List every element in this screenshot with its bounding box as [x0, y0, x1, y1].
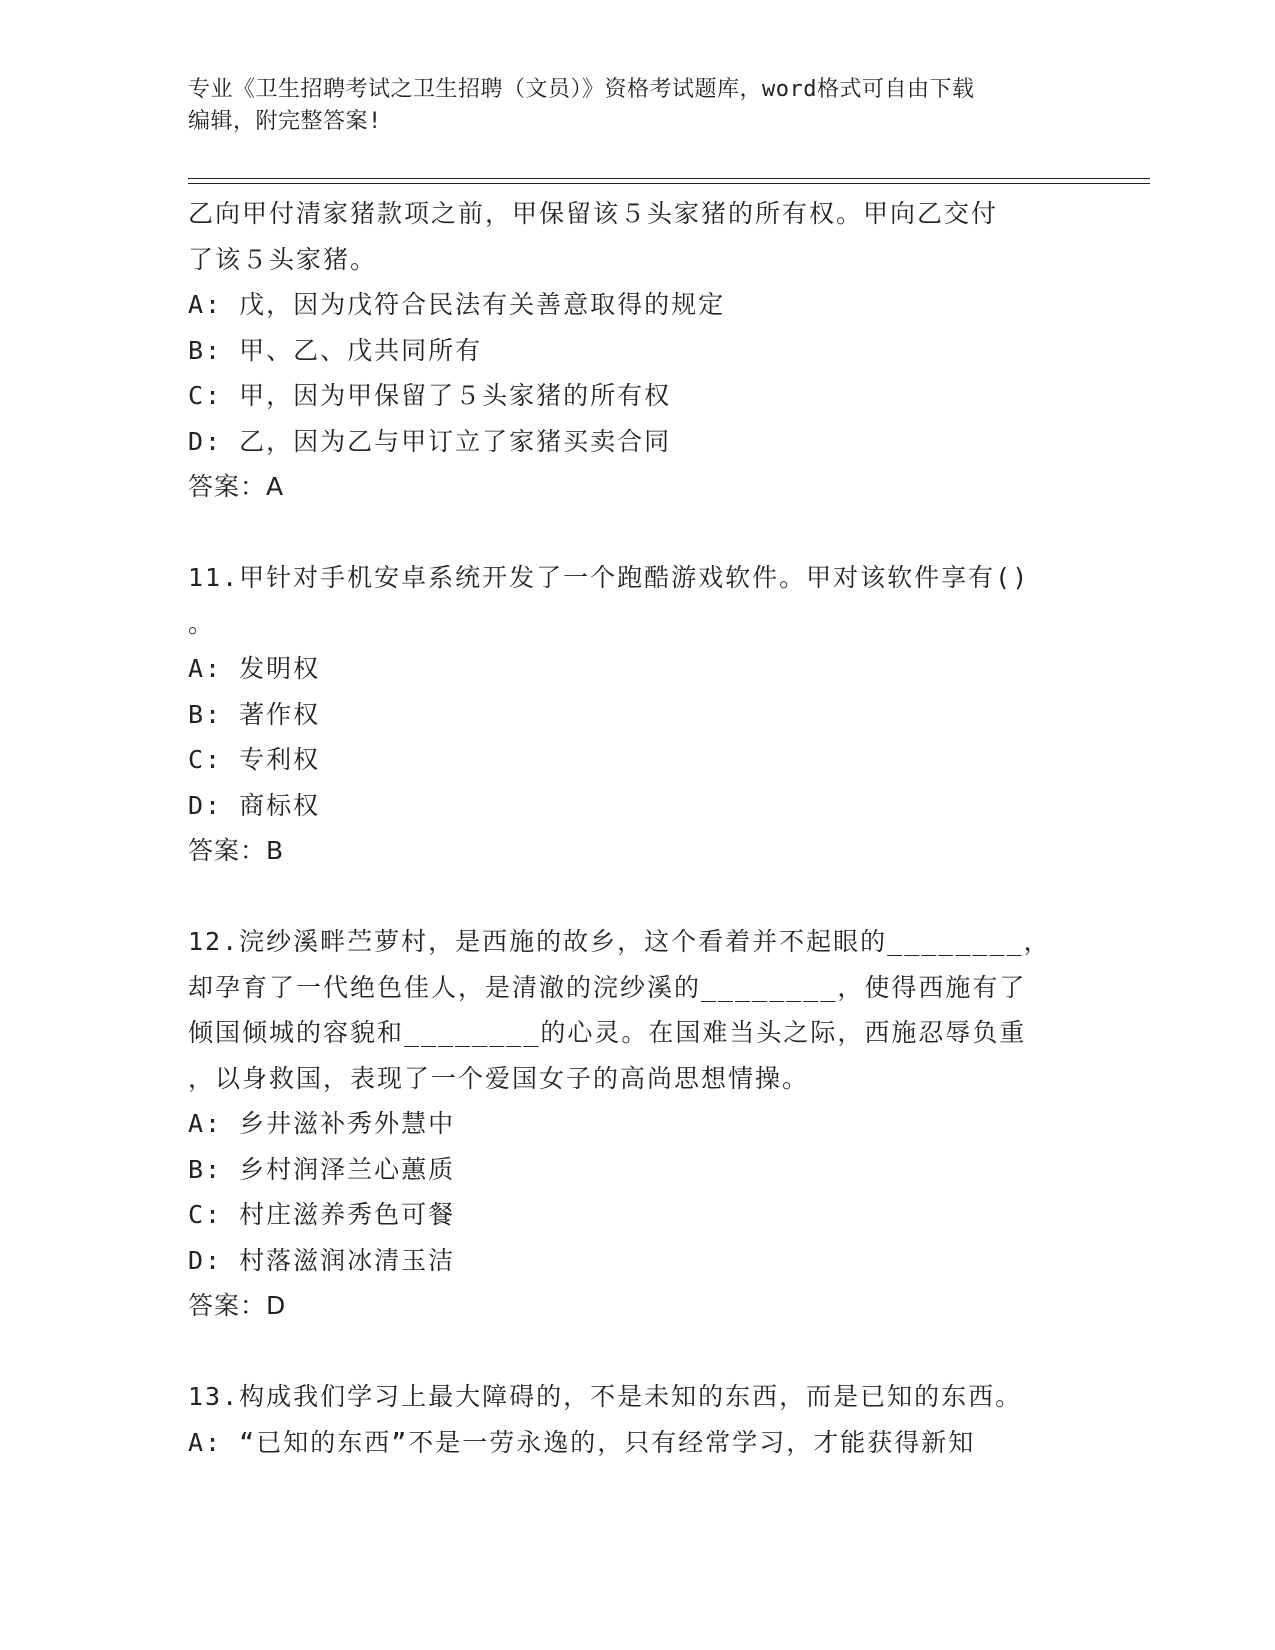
question-stem-line: 倾国倾城的容貌和________的心灵。在国难当头之际，西施忍辱负重 — [188, 1018, 1027, 1047]
option-b: B: 著作权 — [188, 699, 321, 729]
option-d: D: 乙，因为乙与甲订立了家猪买卖合同 — [188, 426, 672, 456]
option-c: C: 村庄滋养秀色可餐 — [188, 1200, 456, 1229]
question-stem-line: 。 — [188, 608, 216, 638]
document-header — [188, 74, 1068, 138]
document-body — [188, 191, 1088, 1465]
option-c: C: 专利权 — [188, 745, 321, 774]
answer-line: 答案：B — [188, 836, 285, 865]
option-c: C: 甲，因为甲保留了５头家猪的所有权 — [188, 381, 672, 410]
answer-line: 答案：D — [188, 1291, 287, 1320]
option-a: A: 戊，因为戊符合民法有关善意取得的规定 — [188, 290, 726, 319]
option-d: D: 村落滋润冰清玉洁 — [188, 1245, 456, 1275]
option-a: A: 乡井滋补秀外慧中 — [188, 1109, 456, 1138]
option-a: A: “已知的东西”不是一劳永逸的，只有经常学习，才能获得新知 — [188, 1427, 976, 1457]
question-stem-line: 乙向甲付清家猪款项之前，甲保留该５头家猪的所有权。甲向乙交付 — [188, 199, 999, 228]
header-line-2: 编辑，附完整答案! — [188, 109, 382, 134]
option-a: A: 发明权 — [188, 654, 321, 683]
option-b: B: 乡村润泽兰心蕙质 — [188, 1154, 456, 1184]
question-11 — [188, 555, 1088, 874]
question-stem-line: 12.浣纱溪畔苎萝村，是西施的故乡，这个看着并不起眼的________， — [188, 927, 1051, 956]
question-12 — [188, 919, 1088, 1329]
question-stem-line: 11.甲针对手机安卓系统开发了一个跑酷游戏软件。甲对该软件享有() — [188, 563, 1030, 592]
answer-line: 答案：A — [188, 472, 285, 501]
question-stem-line: ，以身救国，表现了一个爱国女子的高尚思想情操。 — [188, 1063, 810, 1093]
question-10 — [188, 191, 1088, 510]
question-stem-line: 13.构成我们学习上最大障碍的，不是未知的东西，而是已知的东西。 — [188, 1382, 1023, 1411]
question-stem-line: 却孕育了一代绝色佳人，是清澈的浣纱溪的________，使得西施有了 — [188, 972, 1027, 1002]
question-stem-line: 了该５头家猪。 — [188, 244, 378, 274]
question-13 — [188, 1374, 1088, 1465]
header-divider-bottom — [188, 183, 1150, 184]
header-line-1: 专业《卫生招聘考试之卫生招聘（文员）》资格考试题库，word格式可自由下载 — [188, 77, 975, 102]
option-b: B: 甲、乙、戊共同所有 — [188, 335, 483, 365]
option-d: D: 商标权 — [188, 790, 321, 820]
header-divider-top — [188, 178, 1150, 179]
